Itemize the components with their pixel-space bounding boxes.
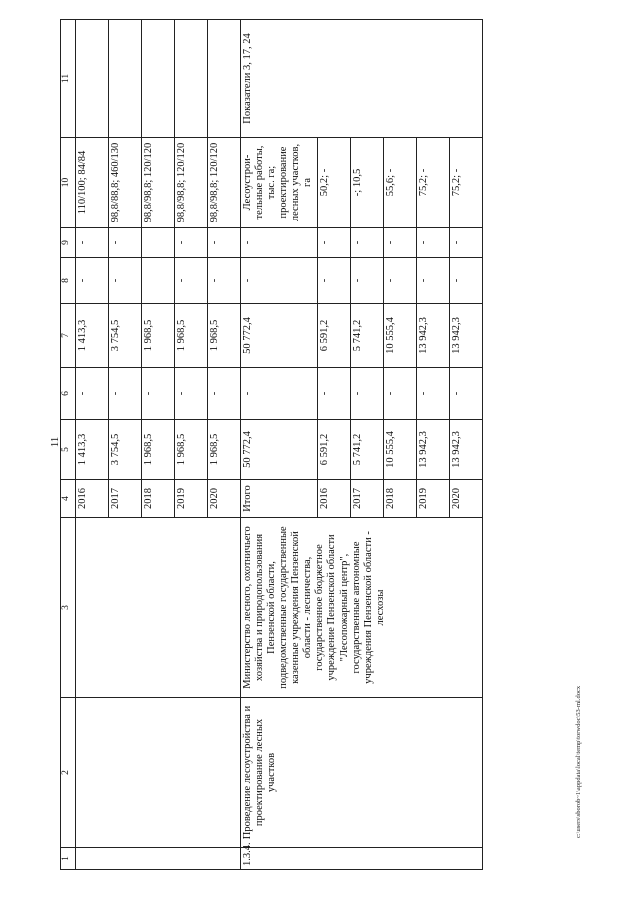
value-cell: -: [76, 258, 109, 304]
indicator-cell: 98,8/98,8; 120/120: [208, 138, 241, 228]
value-cell: 10 555,4: [384, 420, 417, 480]
value-cell: 6 591,2: [318, 304, 351, 368]
value-cell: -: [384, 228, 417, 258]
value-cell: -: [450, 228, 483, 258]
value-cell: -: [318, 368, 351, 420]
value-cell: -: [109, 368, 142, 420]
value-cell: 13 942,3: [450, 304, 483, 368]
note-cell: [142, 20, 175, 138]
value-cell: 1 413,3: [76, 304, 109, 368]
cell-col2: [76, 698, 241, 848]
section-number: 1.3.4.: [241, 848, 483, 870]
year-cell: 2017: [351, 480, 384, 518]
value-cell: 1 413,3: [76, 420, 109, 480]
value-cell: -: [450, 258, 483, 304]
indicator-cell: 55,6; -: [384, 138, 417, 228]
value-cell: 3 754,5: [109, 420, 142, 480]
col-header-9: 9: [61, 228, 76, 258]
year-cell: Итого: [241, 480, 318, 518]
year-cell: 2016: [76, 480, 109, 518]
value-cell: -: [76, 228, 109, 258]
col-header-8: 8: [61, 258, 76, 304]
indicator-desc: Лесоустрои-тельные работы, тыс. га; проектирование лесных участков, га: [241, 138, 318, 228]
column-number-row: [61, 20, 76, 870]
note-cell: [175, 20, 208, 138]
cell-col3: [76, 518, 241, 698]
value-cell: -: [417, 368, 450, 420]
value-cell: 1 968,5: [142, 420, 175, 480]
col-header-5: 5: [61, 420, 76, 480]
indicator-cell: 75,2; -: [450, 138, 483, 228]
value-cell: -: [450, 368, 483, 420]
value-cell: 1 968,5: [208, 304, 241, 368]
value-cell: -: [109, 228, 142, 258]
value-cell: 6 591,2: [318, 420, 351, 480]
col-header-4: 4: [61, 480, 76, 518]
value-cell: 13 942,3: [417, 420, 450, 480]
value-cell: -: [175, 228, 208, 258]
value-cell: 5 741,2: [351, 304, 384, 368]
value-cell: 10 555,4: [384, 304, 417, 368]
year-cell: 2020: [450, 480, 483, 518]
value-cell: 50 772,4: [241, 420, 318, 480]
rotated-table-container: [60, 20, 580, 870]
value-cell: [142, 258, 175, 304]
indicator-cell: 98,8/98,8; 120/120: [142, 138, 175, 228]
col-header-3: 3: [61, 518, 76, 698]
value-cell: -: [76, 368, 109, 420]
page-number: 11: [49, 436, 61, 448]
col-header-6: 6: [61, 368, 76, 420]
indicator-cell: 75,2; -: [417, 138, 450, 228]
value-cell: 13 942,3: [450, 420, 483, 480]
value-cell: 5 741,2: [351, 420, 384, 480]
value-cell: -: [175, 258, 208, 304]
year-cell: 2018: [142, 480, 175, 518]
value-cell: -: [142, 368, 175, 420]
table-row: [76, 20, 109, 870]
value-cell: 13 942,3: [417, 304, 450, 368]
value-cell: 1 968,5: [142, 304, 175, 368]
year-cell: 2016: [318, 480, 351, 518]
section-executor: Министерство лесного, охотничьего хозяйства и природопользования Пензенской области, подведомственные государственные казенные учреждения Пензенской области - лесничества, государственное бюджетное учреждение Пензенской области "Лесопожарный центр", государственные автономные учреждения Пензенской области - лесхозы: [241, 518, 483, 698]
value-cell: -: [384, 368, 417, 420]
indicators-ref: Показатели 3, 17, 24: [241, 20, 483, 138]
value-cell: -: [384, 258, 417, 304]
section-name: Проведение лесоустройства и проектирование лесных участков: [241, 698, 483, 848]
year-cell: 2017: [109, 480, 142, 518]
value-cell: -: [351, 258, 384, 304]
value-cell: [142, 228, 175, 258]
value-cell: -: [417, 228, 450, 258]
col-header-7: 7: [61, 304, 76, 368]
col-header-1: 1: [61, 848, 76, 870]
value-cell: -: [241, 228, 318, 258]
indicator-cell: 110/100; 84/84: [76, 138, 109, 228]
note-cell: [208, 20, 241, 138]
value-cell: 1 968,5: [208, 420, 241, 480]
value-cell: 1 968,5: [175, 304, 208, 368]
note-cell: [109, 20, 142, 138]
cell-col1: [76, 848, 241, 870]
value-cell: -: [318, 258, 351, 304]
col-header-2: 2: [61, 698, 76, 848]
value-cell: -: [241, 258, 318, 304]
note-cell: [76, 20, 109, 138]
value-cell: -: [351, 368, 384, 420]
year-cell: 2019: [175, 480, 208, 518]
value-cell: -: [208, 258, 241, 304]
value-cell: -: [417, 258, 450, 304]
value-cell: 50 772,4: [241, 304, 318, 368]
file-path-footer: c:\users\sborob~1\appdata\local\temp\torwdoc\53-ml.docx: [575, 685, 582, 838]
year-cell: 2019: [417, 480, 450, 518]
program-table: [60, 19, 483, 870]
col-header-11: 11: [61, 20, 76, 138]
value-cell: -: [109, 258, 142, 304]
table-row: [241, 20, 318, 870]
value-cell: 1 968,5: [175, 420, 208, 480]
indicator-cell: 50,2; -: [318, 138, 351, 228]
value-cell: -: [208, 368, 241, 420]
value-cell: -: [318, 228, 351, 258]
value-cell: -: [175, 368, 208, 420]
indicator-cell: -; 10,5: [351, 138, 384, 228]
indicator-cell: 98,8/98,8; 120/120: [175, 138, 208, 228]
indicator-cell: 98,8/88,8; 460/130: [109, 138, 142, 228]
year-cell: 2020: [208, 480, 241, 518]
col-header-10: 10: [61, 138, 76, 228]
value-cell: -: [241, 368, 318, 420]
value-cell: 3 754,5: [109, 304, 142, 368]
year-cell: 2018: [384, 480, 417, 518]
value-cell: -: [351, 228, 384, 258]
value-cell: -: [208, 228, 241, 258]
